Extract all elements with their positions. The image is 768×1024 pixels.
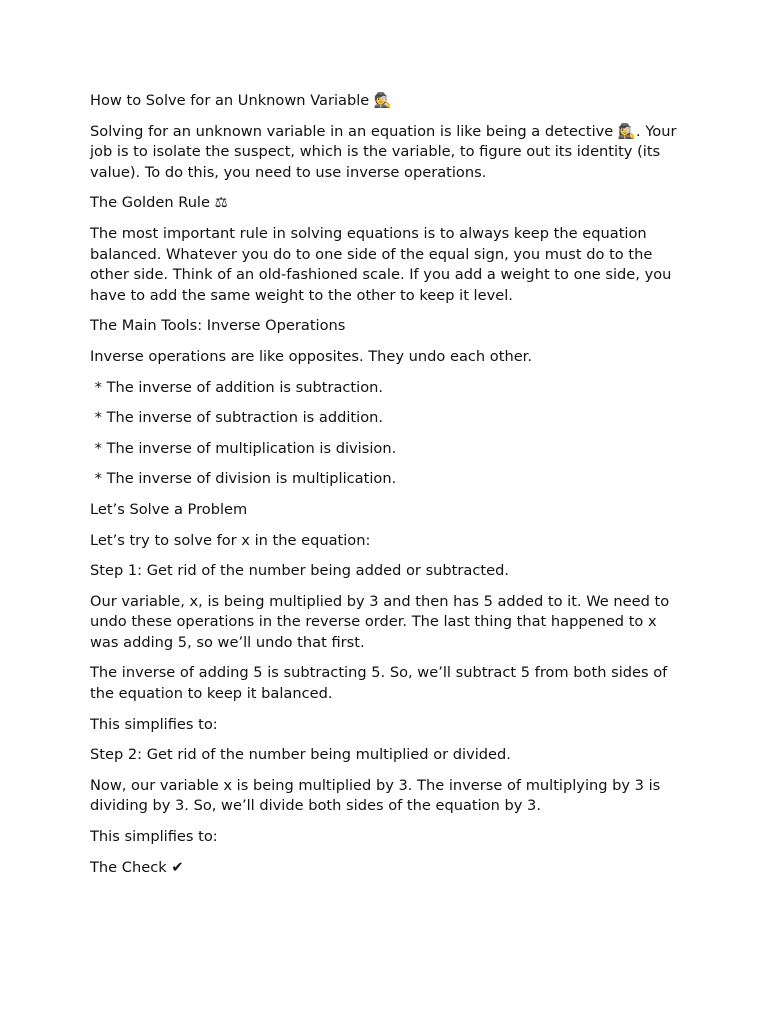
bullet-item: * The inverse of division is multiplication. [90,470,397,488]
main-tools-heading: The Main Tools: Inverse Operations [90,317,346,335]
step-2-heading: Step 2: Get rid of the number being multiplied or divided. [90,746,511,764]
step-1-paragraph: Our variable, x, is being multiplied by 3 and then has 5 added to it. We need to undo these operations in the reverse order. The last thing that happened to x was adding 5, so we’ll undo that first. [90,592,674,651]
inverse-operations-intro: Inverse operations are like opposites. They undo each other. [90,347,532,365]
solve-problem-heading: Let’s Solve a Problem [90,500,248,518]
step-2-paragraph: Now, our variable x is being multiplied by 3. The inverse of multiplying by 3 is dividing by 3. So, we’ll divide both sides of the equation by 3. [90,776,665,815]
golden-rule-paragraph: The most important rule in solving equations is to always keep the equation balanced. Whatever you do to one side of the equal sign, you must do to the other side. Think of an old-fashioned scale. If you add a weight to one side, you have to add the same weight to the other to keep it level. [90,224,677,304]
simplifies-text: This simplifies to: [90,715,218,733]
intro-paragraph: Solving for an unknown variable in an equation is like being a detective 🕵‍♀. Your job is to isolate the suspect, which is the variable, to figure out its identity (its value). To do this, you need to use inverse operations. [90,122,682,181]
bullet-item: * The inverse of addition is subtraction. [90,378,384,396]
step-1-heading: Step 1: Get rid of the number being added or subtracted. [90,562,509,580]
document-body [90,91,680,888]
golden-rule-heading: The Golden Rule ⚖ [90,194,228,212]
document-title: How to Solve for an Unknown Variable 🕵 [90,92,393,109]
bullet-item: * The inverse of subtraction is addition. [90,409,384,427]
simplifies-text: This simplifies to: [90,828,218,846]
bullet-item: * The inverse of multiplication is division. [90,439,397,457]
step-1-detail: The inverse of adding 5 is subtracting 5. So, we’ll subtract 5 from both sides of the equation to keep it balanced. [90,664,672,703]
equation-intro: Let’s try to solve for x in the equation: [90,531,371,549]
check-heading: The Check ✔ [90,858,184,876]
